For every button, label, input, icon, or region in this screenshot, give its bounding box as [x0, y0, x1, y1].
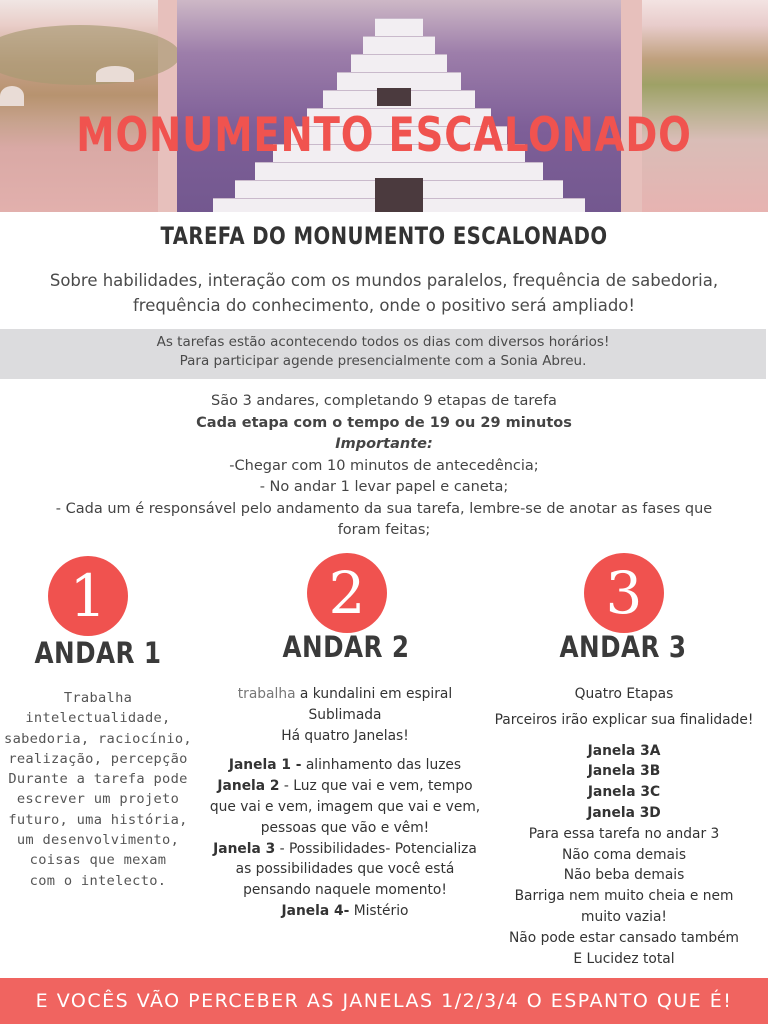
floor-3-line: Quatro Etapas: [574, 686, 674, 702]
floor-2-line: Sublimada: [308, 706, 382, 723]
floor-3-description: [472, 684, 768, 969]
rules-item: - Cada um é responsável pelo andamento da sua tarefa, lembre-se de anotar as fases que: [55, 500, 713, 517]
task-subtitle: TAREFA DO MONUMENTO ESCALONADO: [160, 222, 608, 250]
task-rules: [0, 391, 768, 542]
floor-2-intro: [190, 684, 500, 705]
floor-3-window: Janela 3A: [587, 742, 661, 759]
floor-1-line: coisas que mexam: [29, 852, 167, 869]
floor-1-line: futuro, uma história,: [8, 811, 188, 828]
header-banner: [0, 0, 768, 212]
window-text: - Luz que vai e vem, tempo: [279, 778, 473, 795]
floor-2-window: [190, 880, 500, 901]
floor-3-note: Não coma demais: [561, 846, 687, 863]
floor-3-title: ANDAR 3: [559, 630, 687, 664]
floor-3-line: Parceiros irão explicar sua finalidade!: [494, 711, 754, 728]
window-label: Janela 4-: [281, 902, 350, 919]
floor-2-intro-keyword: trabalha: [237, 686, 296, 702]
floor-2-line: Há quatro Janelas!: [281, 727, 409, 744]
landscape-photo-right: [642, 0, 768, 212]
window-text: - Possibilidades- Potencializa: [275, 840, 477, 857]
floor-1-title: ANDAR 1: [34, 636, 162, 670]
intro-text: [20, 268, 748, 318]
floor-3-note: Barriga nem muito cheia e nem: [514, 888, 734, 905]
floor-3-note: muito vazia!: [581, 908, 667, 925]
schedule-notice: [0, 329, 766, 379]
rules-item: -Chegar com 10 minutos de antecedência;: [229, 457, 539, 474]
footer-banner: E VOCÊS VÃO PERCEBER AS JANELAS 1/2/3/4 O ESPANTO QUE É!: [0, 978, 768, 1024]
window-text: as possibilidades que você está: [235, 861, 455, 878]
page-title: MONUMENTO ESCALONADO: [76, 108, 692, 163]
floor-3-note: E Lucidez total: [573, 950, 675, 967]
floor-2-window: [190, 776, 500, 797]
rules-item: - No andar 1 levar papel e caneta;: [259, 479, 509, 495]
floor-1-line: sabedoria, raciocínio,: [4, 730, 192, 747]
window-label: Janela 1 -: [228, 757, 302, 774]
landscape-photo-left: [0, 0, 158, 212]
window-text: Mistério: [349, 902, 409, 919]
window-text: pessoas que vão e vêm!: [260, 819, 430, 836]
floor-1-line: com o intelecto.: [29, 872, 167, 889]
floor-2-window: [190, 901, 500, 922]
floor-2-title: ANDAR 2: [282, 630, 410, 664]
floor-1-line: um desenvolvimento,: [16, 832, 180, 849]
notice-line: Para participar agende presencialmente com a Sonia Abreu.: [179, 353, 587, 369]
floor-1-line: realização, percepção: [8, 750, 188, 767]
floor-3-window: Janela 3C: [587, 784, 661, 801]
window-text: pensando naquele momento!: [243, 882, 447, 899]
floor-1-description: [0, 688, 196, 891]
window-label: Janela 3: [213, 840, 276, 857]
floor-1-number-circle: 1: [48, 556, 128, 636]
intro-line: frequência do conhecimento, onde o positivo será ampliado!: [132, 296, 636, 315]
floor-3-window: Janela 3D: [587, 804, 661, 821]
floor-1-line: intelectualidade,: [25, 710, 171, 727]
rules-duration: Cada etapa com o tempo de 19 ou 29 minutos: [196, 414, 572, 431]
floor-2-window: [190, 859, 500, 880]
rules-line: São 3 andares, completando 9 etapas de tarefa: [211, 393, 557, 409]
floor-3-number-circle: 3: [584, 553, 664, 633]
floor-1-line: escrever um projeto: [16, 791, 180, 808]
floor-2-window: [190, 797, 500, 818]
floor-3-note: Para essa tarefa no andar 3: [528, 825, 720, 842]
floor-2-description: [190, 684, 500, 922]
floor-3-note: Não pode estar cansado também: [508, 929, 740, 946]
rules-important-heading: Importante:: [335, 436, 433, 452]
floor-2-window: [190, 839, 500, 860]
floor-3-note: Não beba demais: [563, 867, 685, 884]
window-text: alinhamento das luzes: [301, 757, 462, 774]
rules-item: foram feitas;: [337, 522, 431, 538]
window-text: que vai e vem, imagem que vai e vem,: [209, 798, 481, 815]
stepped-monument-photo: [177, 0, 621, 212]
floor-2-window: [190, 755, 500, 776]
floor-2-number-circle: 2: [307, 553, 387, 633]
window-label: Janela 2: [217, 778, 280, 795]
floor-3-window: Janela 3B: [587, 763, 661, 780]
floor-2-window: [190, 818, 500, 839]
notice-line: As tarefas estão acontecendo todos os dias com diversos horários!: [156, 334, 610, 350]
floor-2-intro-text: a kundalini em espiral: [295, 686, 453, 702]
intro-line: Sobre habilidades, interação com os mundos paralelos, frequência de sabedoria,: [49, 271, 719, 290]
floor-1-line: Durante a tarefa pode: [8, 771, 188, 788]
floor-1-line: Trabalha: [63, 690, 133, 706]
